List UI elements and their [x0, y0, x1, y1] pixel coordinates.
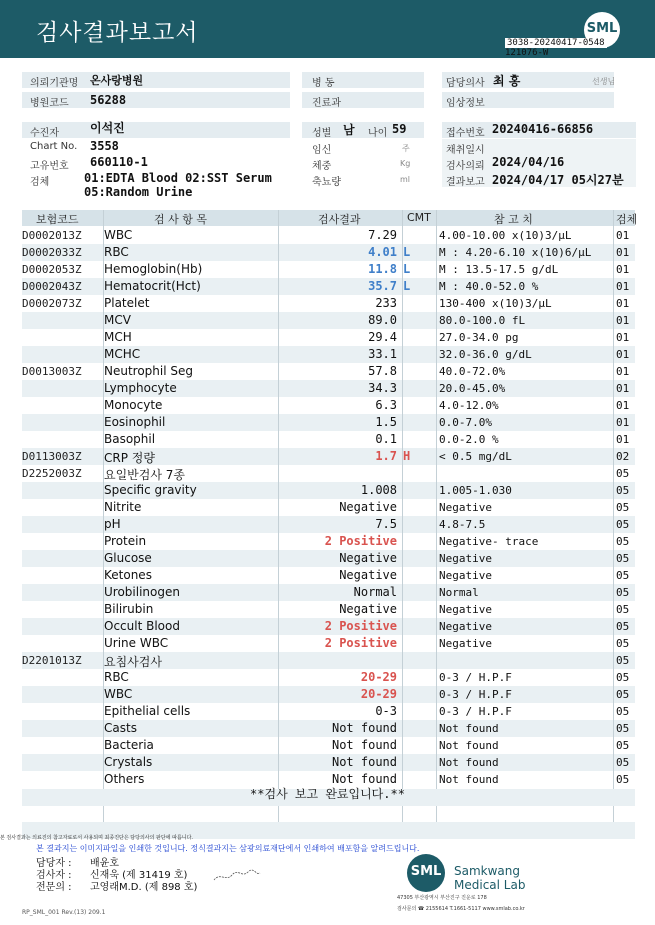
row-result: 2 Positive	[324, 619, 397, 633]
header-code: 보험코드	[36, 213, 79, 226]
row-reference: M : 13.5-17.5 g/dL	[439, 263, 559, 276]
row-specimen: 05	[616, 654, 630, 667]
row-reference: 4.0-12.0%	[439, 399, 499, 412]
dept-label: 진료과	[312, 98, 341, 109]
row-code: D0002073Z	[22, 297, 82, 310]
specimen-line-2: 05:Random Urine	[84, 185, 193, 199]
row-reference: Normal	[439, 586, 479, 599]
report-date-label: 결과보고	[446, 177, 485, 188]
row-code: D0113003Z	[22, 450, 82, 463]
info-band	[22, 122, 290, 138]
row-specimen: 01	[616, 331, 630, 344]
row-result: 7.5	[375, 517, 397, 531]
row-result: Not found	[331, 721, 397, 735]
receipt-no-label: 접수번호	[446, 128, 485, 139]
examiner-label: 검사자 :	[36, 870, 72, 881]
row-item: WBC	[104, 228, 133, 242]
institution-value: 온사랑병원	[90, 74, 144, 87]
row-reference: 0.0-7.0%	[439, 416, 492, 429]
row-specimen: 05	[616, 484, 630, 497]
specimen-line-1: 01:EDTA Blood 02:SST Serum	[84, 171, 272, 185]
row-reference: < 0.5 mg/dL	[439, 450, 512, 463]
ward-label: 병 동	[312, 78, 335, 89]
row-item: MCH	[104, 330, 132, 344]
row-item: Eosinophil	[104, 415, 166, 429]
row-specimen: 05	[616, 705, 630, 718]
hospital-code-label: 병원코드	[30, 98, 69, 109]
row-item: Hemoglobin(Hb)	[104, 262, 203, 276]
table-row	[22, 499, 635, 516]
row-result: 34.3	[368, 381, 397, 395]
row-flag: L	[403, 262, 411, 276]
row-result: Negative	[339, 500, 397, 514]
row-specimen: 01	[616, 365, 630, 378]
doctor-suffix: 선생님	[592, 77, 616, 86]
row-item: Platelet	[104, 296, 150, 310]
pregnancy-unit: 주	[402, 144, 410, 153]
urine-volume-unit: ml	[400, 175, 411, 184]
row-item: Glucose	[104, 551, 152, 565]
lab-name: Samkwang Medical Lab	[454, 864, 526, 892]
chart-no-value: 3558	[90, 139, 119, 153]
specialist-value: 고영래M.D. (제 898 호)	[90, 882, 198, 893]
sex-label: 성별	[312, 128, 332, 139]
row-item: Casts	[104, 721, 137, 735]
row-item: Occult Blood	[104, 619, 180, 633]
row-result: Not found	[331, 755, 397, 769]
clinical-info-label: 임상정보	[446, 98, 485, 109]
row-result: 1.5	[375, 415, 397, 429]
id-no-label: 고유번호	[30, 161, 69, 172]
row-reference: 4.00-10.00 x(10)3/μL	[439, 229, 572, 242]
header-specimen: 검체	[616, 213, 638, 226]
table-row	[22, 414, 635, 431]
row-reference: 0.0-2.0 %	[439, 433, 499, 446]
row-item: CRP 정량	[104, 451, 155, 465]
row-specimen: 05	[616, 603, 630, 616]
row-code: D2201013Z	[22, 654, 82, 667]
row-result: Not found	[331, 738, 397, 752]
row-specimen: 05	[616, 688, 630, 701]
row-item: MCHC	[104, 347, 141, 361]
table-row	[22, 329, 635, 346]
chart-no-label: Chart No.	[30, 141, 78, 152]
footer-image-notice: 본 결과지는 이미지파일을 인쇄한 것입니다. 정식결과지는 삼광의료재단에서 인쇄하여 배포함을 알려드립니다.	[36, 844, 420, 853]
table-row	[22, 601, 635, 618]
row-reference: Not found	[439, 739, 499, 752]
row-item: Crystals	[104, 755, 153, 769]
row-specimen: 05	[616, 739, 630, 752]
row-item: Epithelial cells	[104, 704, 191, 718]
row-specimen: 05	[616, 552, 630, 565]
patient-label: 수진자	[30, 128, 59, 139]
row-specimen: 05	[616, 620, 630, 633]
specimen-label: 검체	[30, 177, 50, 188]
report-date-value: 2024/04/17 05시27분	[492, 173, 624, 187]
form-id: RP_SML_001 Rev.(13) 209.1	[22, 909, 106, 916]
row-reference: Not found	[439, 773, 499, 786]
row-item: WBC	[104, 687, 133, 701]
row-code: D0013003Z	[22, 365, 82, 378]
row-reference: 1.005-1.030	[439, 484, 512, 497]
pregnancy-label: 임신	[312, 145, 332, 156]
row-item: Basophil	[104, 432, 156, 446]
table-row	[22, 261, 635, 278]
id-no-value: 660110-1	[90, 155, 148, 169]
row-item: RBC	[104, 245, 129, 259]
table-row	[22, 244, 635, 261]
table-row	[22, 397, 635, 414]
urine-volume-label: 축뇨량	[312, 177, 341, 188]
row-result: Negative	[339, 551, 397, 565]
header-reference: 참 고 치	[494, 213, 533, 226]
row-result: 7.29	[368, 228, 397, 242]
age-label: 나이	[368, 128, 388, 139]
row-item: MCV	[104, 313, 131, 327]
table-row	[22, 465, 635, 482]
table-row	[22, 533, 635, 550]
patient-value: 이석진	[90, 121, 125, 135]
table-row	[22, 431, 635, 448]
institution-label: 의뢰기관명	[30, 78, 79, 89]
row-item: Protein	[104, 534, 147, 548]
table-row	[22, 363, 635, 380]
row-reference: Negative	[439, 637, 492, 650]
row-item: Urine WBC	[104, 636, 169, 650]
row-reference: Negative- trace	[439, 535, 539, 548]
row-result: Not found	[331, 772, 397, 786]
row-specimen: 05	[616, 671, 630, 684]
age-value: 59	[392, 122, 407, 136]
row-specimen: 01	[616, 314, 630, 327]
header-item: 검 사 항 목	[154, 213, 207, 226]
row-reference: 0-3 / H.P.F	[439, 705, 512, 718]
row-item: Others	[104, 772, 145, 786]
row-result: 35.7	[368, 279, 397, 293]
row-specimen: 01	[616, 280, 630, 293]
table-row	[22, 278, 635, 295]
row-result: 29.4	[368, 330, 397, 344]
row-specimen: 05	[616, 756, 630, 769]
row-reference: 0-3 / H.P.F	[439, 671, 512, 684]
row-code: D0002053Z	[22, 263, 82, 276]
request-date-label: 검사의뢰	[446, 161, 485, 172]
row-reference: Not found	[439, 722, 499, 735]
report-title: 검사결과보고서	[36, 20, 199, 46]
row-reference: Negative	[439, 501, 492, 514]
row-flag: L	[403, 245, 411, 259]
row-result: 2 Positive	[324, 636, 397, 650]
incharge-value: 배윤호	[90, 858, 119, 869]
row-code: D0002033Z	[22, 246, 82, 259]
row-result: Negative	[339, 602, 397, 616]
row-reference: 40.0-72.0%	[439, 365, 506, 378]
table-row	[22, 380, 635, 397]
table-row	[22, 635, 635, 652]
lab-contact: 검사문의 ☎ 2155614 T.1661-5117 www.smlab.co.kr	[397, 906, 525, 912]
table-row	[22, 737, 635, 754]
row-result: 11.8	[368, 262, 397, 276]
row-reference: 27.0-34.0 pg	[439, 331, 519, 344]
row-result: 1.7	[375, 449, 397, 463]
row-item: Ketones	[104, 568, 152, 582]
row-result: 4.01	[368, 245, 397, 259]
row-specimen: 01	[616, 382, 630, 395]
row-item: 요침사검사	[104, 655, 162, 669]
sml-logo: SML	[584, 12, 620, 48]
table-row	[22, 618, 635, 635]
collection-label: 채취일시	[446, 145, 485, 156]
row-item: Specific gravity	[104, 483, 197, 497]
row-specimen: 05	[616, 722, 630, 735]
row-reference: 32.0-36.0 g/dL	[439, 348, 532, 361]
lab-logo: SML	[407, 854, 445, 892]
row-item: Monocyte	[104, 398, 163, 412]
row-specimen: 05	[616, 773, 630, 786]
table-row	[22, 227, 635, 244]
row-specimen: 01	[616, 263, 630, 276]
row-specimen: 05	[616, 518, 630, 531]
document-number: 3038-20240417-0548	[507, 38, 605, 48]
request-date-value: 2024/04/16	[492, 155, 565, 169]
row-item: Bacteria	[104, 738, 154, 752]
header-result: 검사결과	[318, 213, 361, 226]
table-row	[22, 567, 635, 584]
row-item: Urobilinogen	[104, 585, 180, 599]
row-result: 0.1	[375, 432, 397, 446]
row-result: 20-29	[360, 687, 397, 701]
table-row	[22, 448, 635, 465]
row-specimen: 01	[616, 433, 630, 446]
row-code: D0002043Z	[22, 280, 82, 293]
row-item: RBC	[104, 670, 129, 684]
row-reference: 130-400 x(10)3/μL	[439, 297, 552, 310]
column-divider	[278, 210, 279, 822]
table-row	[22, 295, 635, 312]
row-result: 0-3	[375, 704, 397, 718]
column-divider	[402, 210, 403, 822]
row-item: Bilirubin	[104, 602, 154, 616]
row-result: 233	[375, 296, 397, 310]
weight-label: 체중	[312, 161, 332, 172]
row-item: Hematocrit(Hct)	[104, 279, 201, 293]
table-row	[22, 703, 635, 720]
results-table-header	[22, 210, 638, 226]
row-reference: 20.0-45.0%	[439, 382, 506, 395]
column-divider	[436, 210, 437, 822]
table-row	[22, 720, 635, 737]
row-result: 2 Positive	[324, 534, 397, 548]
row-specimen: 01	[616, 416, 630, 429]
report-header	[0, 0, 655, 58]
row-flag: L	[403, 279, 411, 293]
row-specimen: 01	[616, 229, 630, 242]
footer-disclaimer: 본 검사결과는 의료진의 참고자료로서 사용되며 최종진단은 담당의사의 판단에 따릅니다.	[0, 835, 194, 841]
report-complete-text: **검사 보고 완료입니다.**	[250, 787, 405, 801]
sex-value: 남	[343, 123, 355, 137]
row-result: Normal	[353, 585, 397, 599]
row-specimen: 05	[616, 467, 630, 480]
row-specimen: 05	[616, 569, 630, 582]
weight-unit: Kg	[400, 159, 411, 168]
row-specimen: 05	[616, 501, 630, 514]
doctor-value: 최 홍	[493, 74, 521, 88]
row-reference: M : 40.0-52.0 %	[439, 280, 539, 293]
table-row	[22, 686, 635, 703]
row-reference: 80.0-100.0 fL	[439, 314, 526, 327]
row-specimen: 01	[616, 297, 630, 310]
incharge-label: 담당자 :	[36, 858, 72, 869]
row-result: 33.1	[368, 347, 397, 361]
row-specimen: 02	[616, 450, 630, 463]
row-result: 6.3	[375, 398, 397, 412]
row-item: 요일반검사 7종	[104, 468, 186, 482]
row-result: 57.8	[368, 364, 397, 378]
row-reference: Negative	[439, 603, 492, 616]
row-result: 1.008	[360, 483, 397, 497]
row-flag: H	[403, 449, 411, 463]
table-row	[22, 312, 635, 329]
signature-scribble	[212, 866, 262, 886]
row-code: D0002013Z	[22, 229, 82, 242]
hospital-code-value: 56288	[90, 93, 127, 107]
table-row	[22, 584, 635, 601]
row-item: Lymphocyte	[104, 381, 177, 395]
table-row	[22, 516, 635, 533]
header-cmt: CMT	[407, 211, 431, 224]
row-reference: 0-3 / H.P.F	[439, 688, 512, 701]
row-item: pH	[104, 517, 121, 531]
table-row	[22, 652, 635, 669]
column-divider	[613, 210, 614, 822]
row-specimen: 05	[616, 586, 630, 599]
row-item: Nitrite	[104, 500, 142, 514]
row-specimen: 01	[616, 246, 630, 259]
row-result: Negative	[339, 568, 397, 582]
row-specimen: 05	[616, 637, 630, 650]
receipt-no-value: 20240416-66856	[492, 122, 594, 136]
row-result: 89.0	[368, 313, 397, 327]
table-row	[22, 669, 635, 686]
row-specimen: 01	[616, 399, 630, 412]
lab-address: 47305 부산광역시 부산진구 진운로 178	[397, 895, 487, 901]
row-reference: Negative	[439, 552, 492, 565]
document-subnumber: 121076-W	[505, 48, 549, 58]
row-code: D2252003Z	[22, 467, 82, 480]
row-result: 20-29	[360, 670, 397, 684]
row-reference: Negative	[439, 620, 492, 633]
doctor-label: 담당의사	[446, 78, 485, 89]
specialist-label: 전문의 :	[36, 882, 72, 893]
table-row	[22, 754, 635, 771]
row-item: Neutrophil Seg	[104, 364, 194, 378]
table-row	[22, 550, 635, 567]
row-reference: Negative	[439, 569, 492, 582]
table-row	[22, 482, 635, 499]
row-reference: M : 4.20-6.10 x(10)6/μL	[439, 246, 592, 259]
row-reference: Not found	[439, 756, 499, 769]
row-specimen: 05	[616, 535, 630, 548]
table-row	[22, 346, 635, 363]
row-specimen: 01	[616, 348, 630, 361]
examiner-value: 신재욱 (제 31419 호)	[90, 870, 188, 881]
row-reference: 4.8-7.5	[439, 518, 486, 531]
column-divider	[103, 210, 104, 822]
